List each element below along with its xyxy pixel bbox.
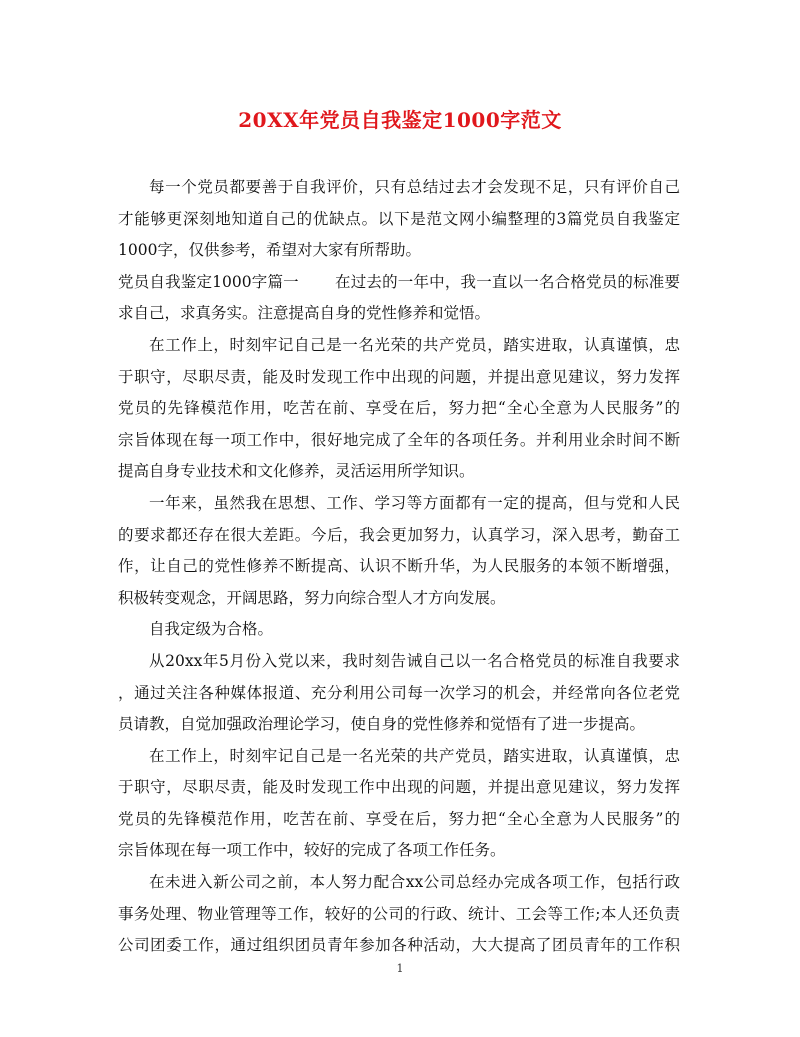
paragraph-line: 一年来，虽然我在思想、工作、学习等方面都有一定的提高，但与党和人民 (149, 493, 680, 512)
paragraph-line: 党员的先锋模范作用，吃苦在前、享受在后，努力把“全心全意为人民服务”的 (118, 399, 680, 418)
paragraph-line: 事务处理、物业管理等工作，较好的公司的行政、统计、工会等工作;本人还负责 (118, 904, 680, 923)
paragraph-line: 从20xx年5月份入党以来，我时刻告诫自己以一名合格党员的标准自我要求 (149, 651, 680, 670)
section-heading: 党员自我鉴定1000字篇一 (118, 272, 299, 291)
paragraph-line: 宗旨体现在每一项工作中，较好的完成了各项工作任务。 (118, 841, 506, 860)
document-title: 20XX年党员自我鉴定1000字范文 (238, 108, 562, 132)
paragraph-text: 在过去的一年中，我一直以一名合格党员的标准要 (334, 272, 680, 291)
paragraph-line: 自我定级为合格。 (149, 620, 274, 639)
paragraph-line: 在未进入新公司之前，本人努力配合xx公司总经办完成各项工作，包括行政 (149, 873, 680, 892)
paragraph-line (118, 267, 680, 299)
paragraph-line: 党员的先锋模范作用，吃苦在前、享受在后，努力把“全心全意为人民服务”的 (118, 809, 680, 828)
paragraph-line: 于职守，尽职尽责，能及时发现工作中出现的问题，并提出意见建议，努力发挥 (118, 367, 680, 386)
paragraph-line: 于职守，尽职尽责，能及时发现工作中出现的问题，并提出意见建议，努力发挥 (118, 778, 680, 797)
paragraph-line: 才能够更深刻地知道自己的优缺点。以下是范文网小编整理的3篇党员自我鉴定 (118, 209, 680, 228)
paragraph-line: 提高自身专业技术和文化修养，灵活运用所学知识。 (118, 462, 475, 481)
paragraph-line: 在工作上，时刻牢记自己是一名光荣的共产党员，踏实进取，认真谨慎，忠 (149, 746, 680, 765)
paragraph-line: 公司团委工作，通过组织团员青年参加各种活动，大大提高了团员青年的工作积 (118, 936, 680, 955)
paragraph-line: 员请教，自觉加强政治理论学习，使自身的党性修养和觉悟有了进一步提高。 (118, 715, 646, 734)
paragraph-line: 在工作上，时刻牢记自己是一名光荣的共产党员，踏实进取，认真谨慎，忠 (149, 335, 680, 354)
paragraph-line: 积极转变观念，开阔思路，努力向综合型人才方向发展。 (118, 588, 506, 607)
paragraph-line: 每一个党员都要善于自我评价，只有总结过去才会发现不足，只有评价自己 (149, 178, 680, 196)
paragraph-line: 作，让自己的党性修养不断提高、认识不断升华，为人民服务的本领不断增强， (118, 557, 680, 576)
paragraph-line: 求自己，求真务实。注意提高自身的党性修养和觉悟。 (118, 304, 491, 323)
paragraph-line: 的要求都还存在很大差距。今后，我会更加努力，认真学习，深入思考，勤奋工 (118, 525, 680, 544)
paragraph-line: ，通过关注各种媒体报道、充分利用公司每一次学习的机会，并经常向各位老党 (118, 683, 680, 702)
paragraph-line: 1000字，仅供参考，希望对大家有所帮助。 (118, 241, 421, 260)
page-number: 1 (396, 962, 404, 975)
paragraph-line: 宗旨体现在每一项工作中，很好地完成了全年的各项任务。并利用业余时间不断 (118, 430, 680, 449)
document-body (118, 172, 680, 962)
